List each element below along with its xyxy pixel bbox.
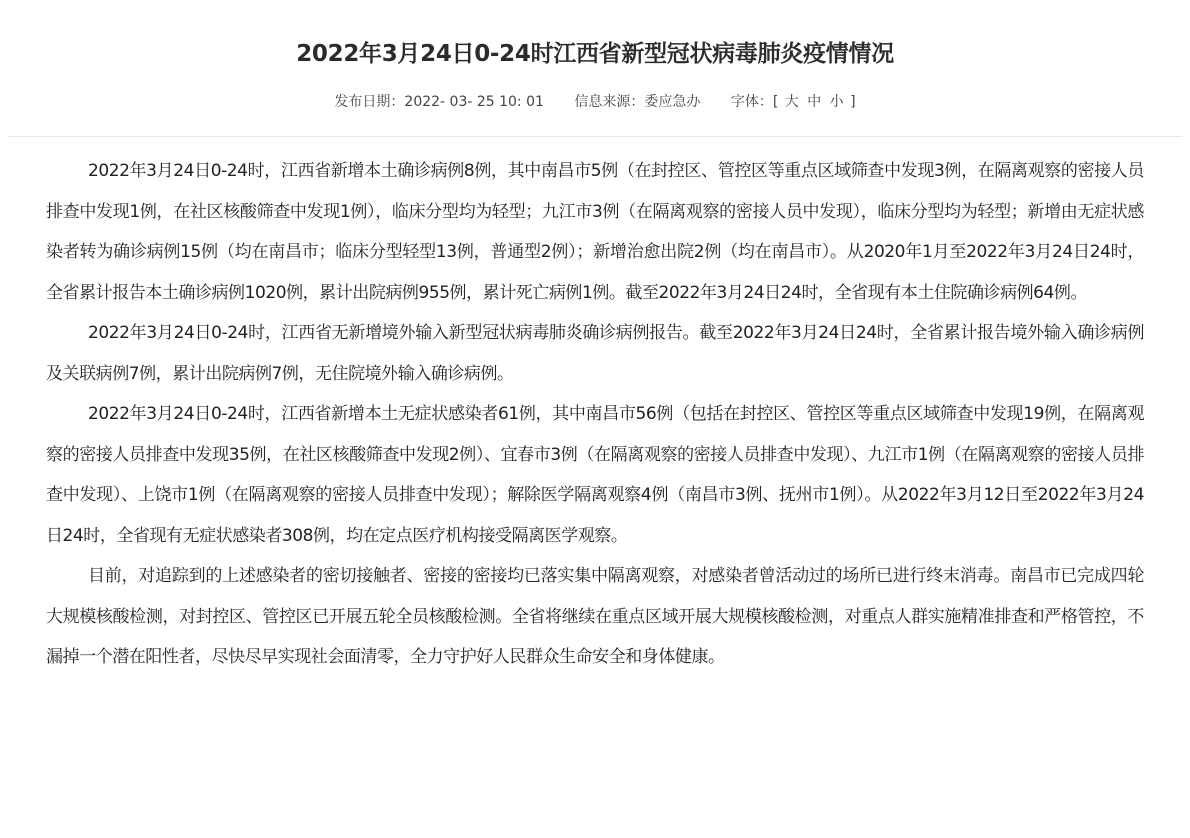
- publish-date: [334, 92, 544, 112]
- font-size-bracket-open: [: [772, 94, 779, 110]
- article-body: [0, 137, 1190, 678]
- paragraph-control-measures: 目前，对追踪到的上述感染者的密切接触者、密接的密接均已落实集中隔离观察，对感染者曾活动过的场所已进行终末消毒。南昌市已完成四轮大规模核酸检测，对封控区、管控区已开展五轮全员核酸检测。全省将继续在重点区域开展大规模核酸检测，对重点人群实施精准排查和严格管控，不漏掉一个潜在阳性者，尽快尽早实现社会面清零，全力守护好人民群众生命安全和身体健康。: [46, 566, 1144, 667]
- paragraph-asymptomatic-cases: 2022年3月24日0-24时，江西省新增本土无症状感染者61例，其中南昌市56例（包括在封控区、管控区等重点区域筛查中发现19例，在隔离观察的密接人员排查中发现35例，在社区核酸筛查中发现2例）、宜春市3例（在隔离观察的密接人员排查中发现）、九江市1例（在隔离观察的密接人员排查中发现）、上饶市1例（在隔离观察的密接人员排查中发现）；解除医学隔离观察4例（南昌市3例、抚州市1例）。从2022年3月12日至2022年3月24日24时，全省现有无症状感染者308例，均在定点医疗机构接受隔离医学观察。: [46, 404, 1144, 546]
- font-size-medium-link[interactable]: 中: [807, 94, 822, 110]
- paragraph-confirmed-cases: 2022年3月24日0-24时，江西省新增本土确诊病例8例，其中南昌市5例（在封控区、管控区等重点区域筛查中发现3例，在隔离观察的密接人员排查中发现1例，在社区核酸筛查中发现1例），临床分型均为轻型；九江市3例（在隔离观察的密接人员中发现），临床分型均为轻型；新增由无症状感染者转为确诊病例15例（均在南昌市；临床分型轻型13例，普通型2例）；新增治愈出院2例（均在南昌市）。从2020年1月至2022年3月24日24时，全省累计报告本土确诊病例1020例，累计出院病例955例，累计死亡病例1例。截至2022年3月24日24时，全省现有本土住院确诊病例64例。: [46, 161, 1144, 303]
- article-header: [0, 0, 1190, 112]
- info-source-label: 信息来源：: [574, 94, 645, 110]
- font-size-selector: [731, 92, 856, 112]
- info-source: [574, 92, 700, 112]
- article-meta: [0, 92, 1190, 112]
- font-size-large-link[interactable]: 大: [784, 94, 799, 110]
- paragraph-imported-cases: 2022年3月24日0-24时，江西省无新增境外输入新型冠状病毒肺炎确诊病例报告。截至2022年3月24日24时，全省累计报告境外输入确诊病例及关联病例7例，累计出院病例7例，无住院境外输入确诊病例。: [46, 323, 1144, 384]
- publish-date-label: 发布日期：: [334, 94, 405, 110]
- font-size-bracket-close: ]: [850, 94, 856, 110]
- publish-date-value: 2022- 03- 25 10: 01: [404, 94, 544, 110]
- article-title: 2022年3月24日0-24时江西省新型冠状病毒肺炎疫情情况: [296, 41, 894, 67]
- info-source-value: 委应急办: [644, 94, 701, 110]
- font-size-small-link[interactable]: 小: [829, 94, 844, 110]
- font-size-label: 字体：: [730, 94, 773, 110]
